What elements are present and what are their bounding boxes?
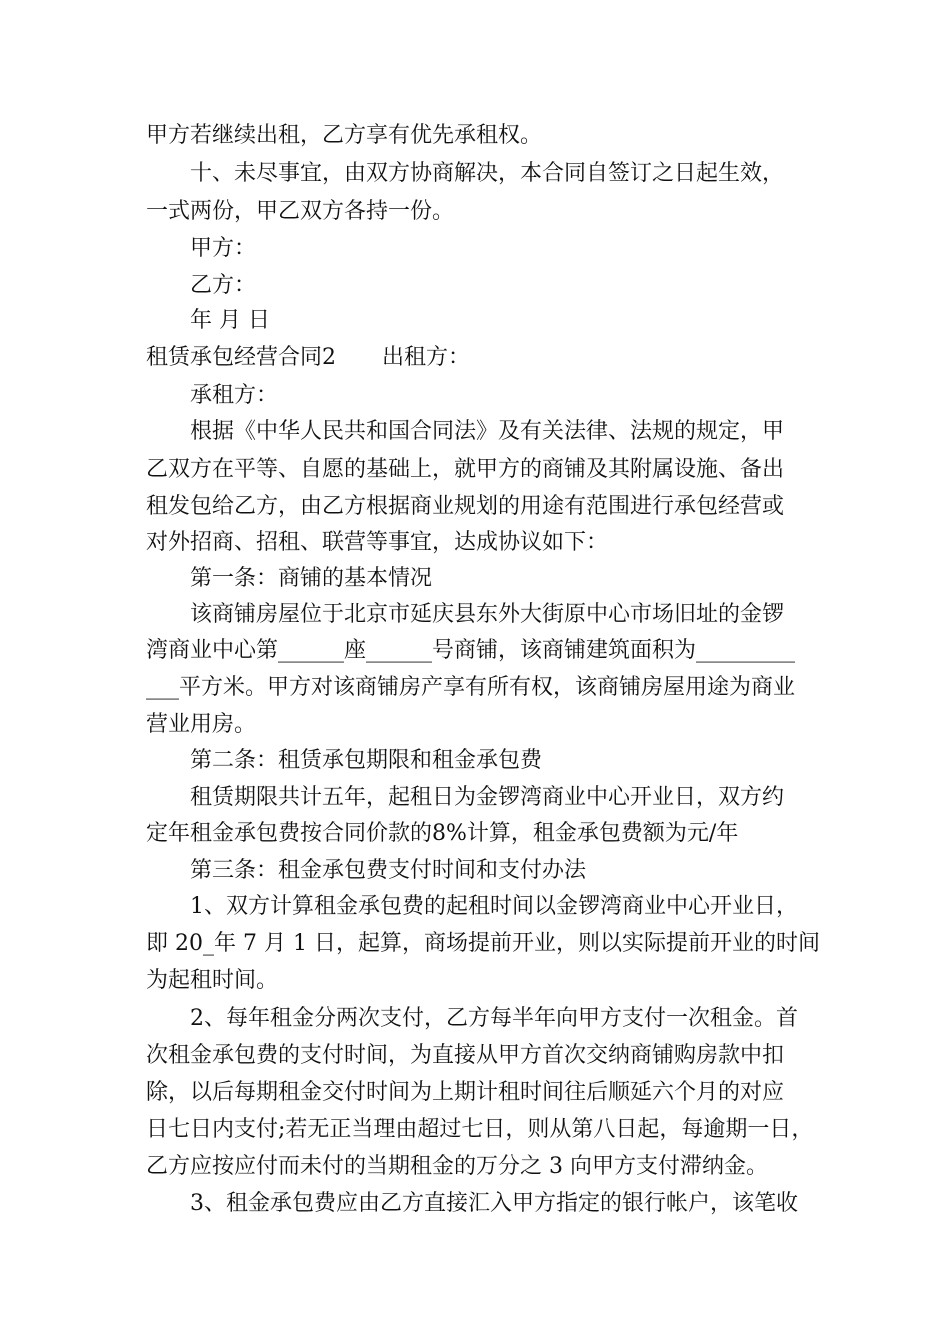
text-line: 甲方若继续出租，乙方享有优先承租权。	[146, 123, 543, 148]
text-line: 2、每年租金分两次支付，乙方每半年向甲方支付一次租金。首	[190, 1006, 798, 1031]
signature-date: 年 月 日	[190, 308, 270, 333]
article-heading: 第二条：租赁承包期限和租金承包费	[190, 748, 543, 773]
text-line: 3、租金承包费应由乙方直接汇入甲方指定的银行帐户，该笔收	[190, 1191, 798, 1216]
text-line: 根据《中华人民共和国合同法》及有关法律、法规的规定，甲	[190, 419, 785, 444]
text-line: 日七日内支付;若无正当理由超过七日，则从第八日起，每逾期一日，	[146, 1117, 814, 1142]
text-line: 除，以后每期租金交付时间为上期计租时间往后顺延六个月的对应	[146, 1080, 785, 1105]
text-line: 对外招商、招租、联营等事宜，达成协议如下：	[146, 530, 609, 555]
lessee-label: 承租方：	[190, 383, 279, 408]
text-line: 租赁期限共计五年，起租日为金锣湾商业中心开业日，双方约	[190, 785, 785, 810]
text-line: 十、未尽事宜，由双方协商解决，本合同自签订之日起生效，	[190, 161, 785, 186]
text-line: 1、双方计算租金承包费的起租时间以金锣湾商业中心开业日，	[190, 894, 798, 919]
text-line: 次租金承包费的支付时间，为直接从甲方首次交纳商铺购房款中扣	[146, 1043, 785, 1068]
text-line: 乙方应按应付而未付的当期租金的万分之 3 向甲方支付滞纳金。	[146, 1154, 768, 1179]
text-line: 湾商业中心第______座______号商铺，该商铺建筑面积为_________	[146, 638, 796, 663]
lessor-label: 出租方：	[382, 345, 471, 370]
text-line: 租发包给乙方，由乙方根据商业规划的用途有范围进行承包经营或	[146, 494, 785, 519]
signature-party-a: 甲方：	[190, 236, 257, 261]
text-line: 即 20_年 7 月 1 日，起算，商场提前开业，则以实际提前开业的时间	[146, 931, 820, 956]
text-line: 一式两份，甲乙双方各持一份。	[146, 199, 455, 224]
text-line: 该商铺房屋位于北京市延庆县东外大街原中心市场旧址的金锣	[190, 602, 785, 627]
contract-heading-line	[146, 343, 826, 373]
text-line: 乙双方在平等、自愿的基础上，就甲方的商铺及其附属设施、备出	[146, 457, 785, 482]
article-heading: 第三条：租金承包费支付时间和支付办法	[190, 858, 587, 883]
text-line: 营业用房。	[146, 712, 257, 737]
text-line: 定年租金承包费按合同价款的8%计算，租金承包费额为元/年	[146, 821, 739, 846]
text-line: ___平方米。甲方对该商铺房产享有所有权，该商铺房屋用途为商业	[146, 675, 796, 700]
article-heading: 第一条：商铺的基本情况	[190, 566, 433, 591]
text-line: 为起租时间。	[146, 968, 279, 993]
contract-title: 租赁承包经营合同2	[146, 345, 336, 370]
signature-party-b: 乙方：	[190, 273, 257, 298]
